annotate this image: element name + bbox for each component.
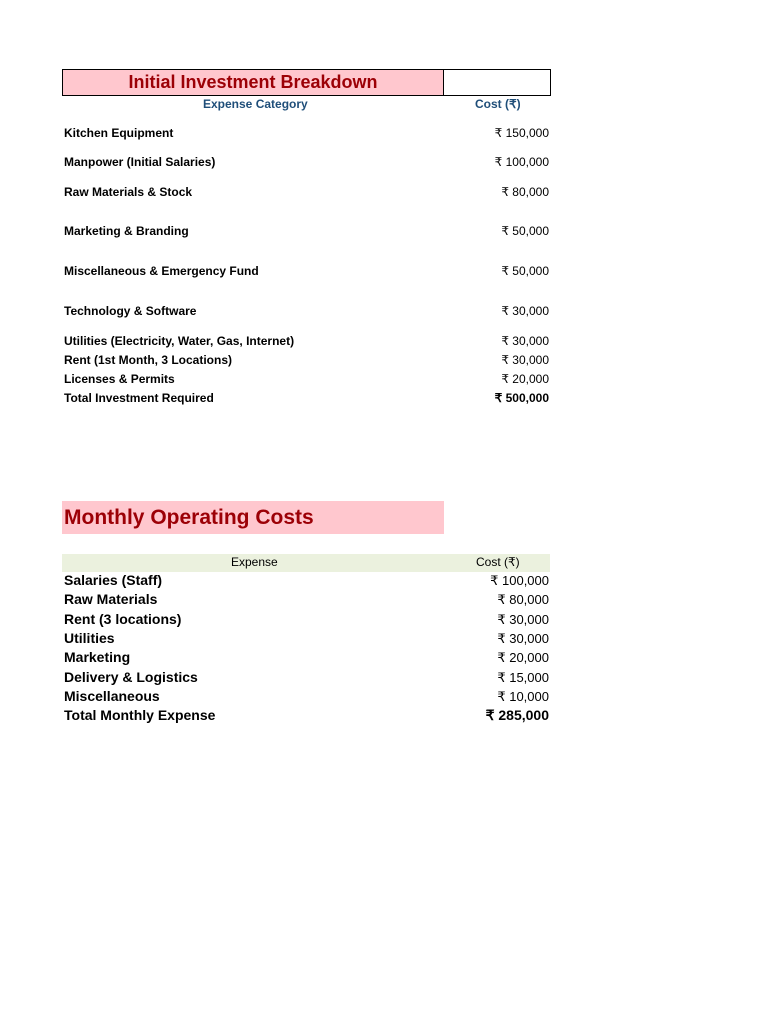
- investment-row-value: ₹ 150,000: [494, 126, 549, 140]
- monthly-total-label: Total Monthly Expense: [64, 707, 216, 723]
- monthly-row-value: ₹ 80,000: [497, 592, 549, 607]
- investment-row-label: Kitchen Equipment: [64, 126, 174, 140]
- monthly-row-label: Rent (3 locations): [64, 611, 182, 627]
- investment-row-label: Marketing & Branding: [64, 224, 189, 238]
- monthly-row-value: ₹ 30,000: [497, 612, 549, 627]
- investment-row-value: ₹ 30,000: [501, 304, 549, 318]
- investment-row-label: Rent (1st Month, 3 Locations): [64, 353, 232, 367]
- monthly-row-value: ₹ 30,000: [497, 631, 549, 646]
- monthly-row-label: Raw Materials: [64, 591, 158, 607]
- investment-title-blank-cell: [443, 69, 551, 96]
- monthly-row-value: ₹ 20,000: [497, 650, 549, 665]
- investment-row-value: ₹ 30,000: [501, 353, 549, 367]
- monthly-total-value: ₹ 285,000: [485, 707, 549, 723]
- monthly-header-expense: Expense: [231, 555, 278, 569]
- investment-row-value: ₹ 80,000: [501, 185, 549, 199]
- monthly-row-label: Delivery & Logistics: [64, 669, 198, 685]
- investment-row-label: Raw Materials & Stock: [64, 185, 193, 199]
- monthly-row-label: Marketing: [64, 649, 131, 665]
- investment-row-label: Licenses & Permits: [64, 372, 175, 386]
- investment-row-value: ₹ 100,000: [494, 155, 549, 169]
- monthly-row-value: ₹ 15,000: [497, 670, 549, 685]
- investment-row-label: Manpower (Initial Salaries): [64, 155, 216, 169]
- monthly-row-label: Utilities: [64, 630, 115, 646]
- investment-header-category: Expense Category: [203, 97, 308, 111]
- investment-row-label: Utilities (Electricity, Water, Gas, Internet): [64, 334, 295, 348]
- monthly-header-cost: Cost (₹): [476, 555, 520, 569]
- monthly-row-value: ₹ 100,000: [490, 573, 549, 588]
- investment-total-label: Total Investment Required: [64, 391, 214, 405]
- investment-row-value: ₹ 20,000: [501, 372, 549, 386]
- investment-row-label: Technology & Software: [64, 304, 197, 318]
- investment-row-label: Miscellaneous & Emergency Fund: [64, 264, 259, 278]
- investment-row-value: ₹ 30,000: [501, 334, 549, 348]
- monthly-row-label: Salaries (Staff): [64, 572, 163, 588]
- investment-header-cost: Cost (₹): [475, 97, 521, 111]
- monthly-row-value: ₹ 10,000: [497, 689, 549, 704]
- monthly-row-label: Miscellaneous: [64, 688, 160, 704]
- investment-row-value: ₹ 50,000: [501, 224, 549, 238]
- investment-total-value: ₹ 500,000: [494, 391, 549, 405]
- investment-row-value: ₹ 50,000: [501, 264, 549, 278]
- investment-title: Initial Investment Breakdown: [62, 69, 444, 96]
- monthly-title: Monthly Operating Costs: [62, 501, 444, 534]
